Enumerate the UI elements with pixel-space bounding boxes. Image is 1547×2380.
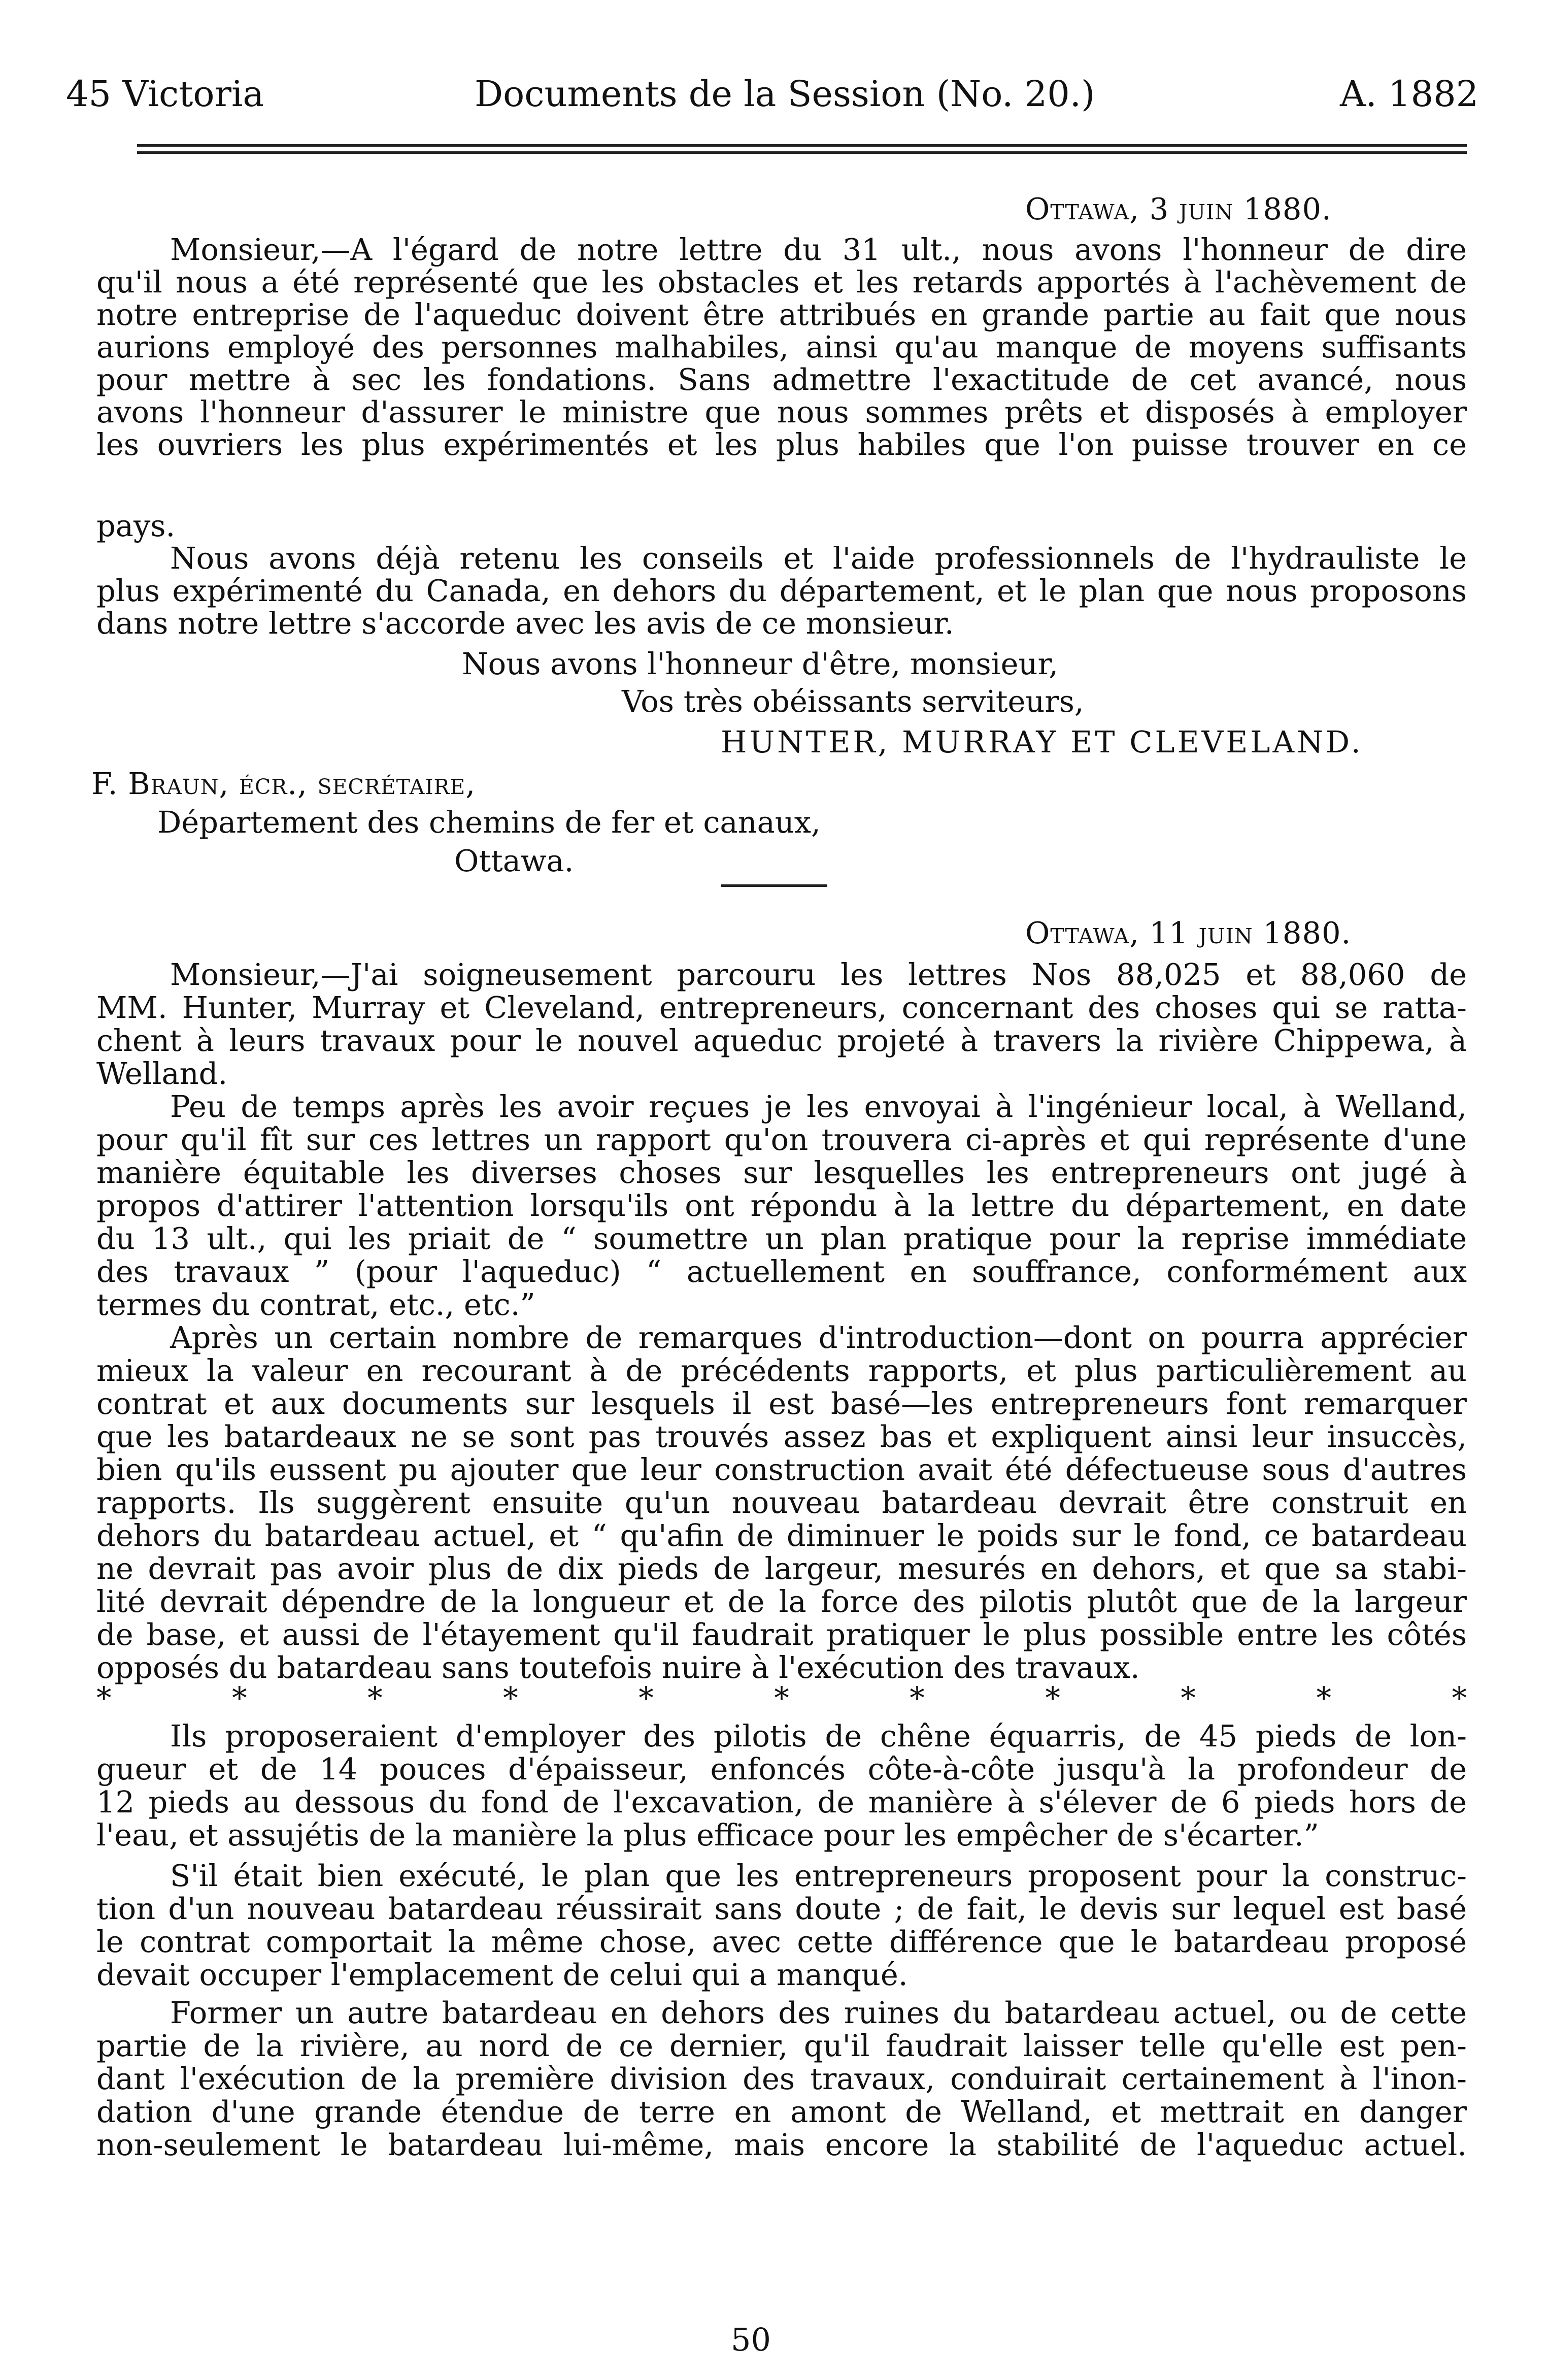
letter1-addressee: F. Braun, écr., secrétaire, xyxy=(91,766,476,801)
letter2-line: tion d'un nouveau batardeau réussirait sans doute ; de fait, le devis sur lequel est basé xyxy=(96,1891,1467,1926)
letter1-addressee: Ottawa. xyxy=(454,843,574,878)
letter2-line: des travaux ” (pour l'aqueduc) “ actuellement en souffrance, conformément aux xyxy=(96,1254,1467,1289)
letter2-line: rapports. Ils suggèrent ensuite qu'un nouveau batardeau devrait être construit en xyxy=(96,1485,1467,1520)
header-rule-top xyxy=(137,144,1467,147)
letter1-addressee: Département des chemins de fer et canaux, xyxy=(157,805,821,840)
letter1-date: Ottawa, 3 juin 1880. xyxy=(1025,191,1332,226)
letter1-closing: Vos très obéissants serviteurs, xyxy=(622,684,1084,719)
letter1-line: pays. xyxy=(96,508,176,543)
letter1-closing: Nous avons l'honneur d'être, monsieur, xyxy=(462,646,1058,681)
letter2-line: Welland. xyxy=(96,1056,228,1091)
letter2-line: l'eau, et assujétis de la manière la plus efficace pour les empêcher de s'écarter.” xyxy=(96,1817,1319,1853)
letter2-line: dehors du batardeau actuel, et “ qu'afin de diminuer le poids sur le fond, ce batardeau xyxy=(96,1518,1467,1553)
letter2-line: dation d'une grande étendue de terre en amont de Welland, et mettrait en danger xyxy=(96,2094,1467,2129)
letter1-line: aurions employé des personnes malhabiles, ainsi qu'au manque de moyens suffisants xyxy=(96,329,1467,365)
letter2-line: Après un certain nombre de remarques d'introduction—dont on pourra apprécier xyxy=(170,1320,1467,1355)
letter2-line: Former un autre batardeau en dehors des ruines du batardeau actuel, ou de cette xyxy=(170,1995,1467,2030)
letter2-line: Monsieur,—J'ai soigneusement parcouru les lettres Nos 88,025 et 88,060 de xyxy=(170,957,1467,992)
letter1-line: pour mettre à sec les fondations. Sans admettre l'exactitude de cet avancé, nous xyxy=(96,362,1467,397)
header-left: 45 Victoria xyxy=(66,73,264,115)
letter2-line: lité devrait dépendre de la longueur et de la force des pilotis plutôt que de la largeur xyxy=(96,1584,1467,1619)
letter2-line: termes du contrat, etc., etc.” xyxy=(96,1287,535,1322)
letter1-line: les ouvriers les plus expérimentés et les plus habiles que l'on puisse trouver en ce xyxy=(96,427,1467,462)
header-rule-bottom xyxy=(137,151,1467,154)
letter2-line: chent à leurs travaux pour le nouvel aqueduc projeté à travers la rivière Chippewa, à xyxy=(96,1023,1467,1058)
letter2-line: Peu de temps après les avoir reçues je les envoyai à l'ingénieur local, à Welland, xyxy=(170,1089,1467,1124)
page-number: 50 xyxy=(731,2321,771,2358)
letter2-line: gueur et de 14 pouces d'épaisseur, enfoncés côte-à-côte jusqu'à la profondeur de xyxy=(96,1751,1467,1787)
letter2-line: du 13 ult., qui les priait de “ soumettre un plan pratique pour la reprise immédiate xyxy=(96,1221,1467,1256)
letter2-line: partie de la rivière, au nord de ce dernier, qu'il faudrait laisser telle qu'elle est pen- xyxy=(96,2028,1467,2063)
letter2-line: bien qu'ils eussent pu ajouter que leur construction avait été défectueuse sous d'autres xyxy=(96,1452,1467,1487)
letter2-line: manière équitable les diverses choses sur lesquelles les entrepreneurs ont jugé à xyxy=(96,1155,1467,1190)
letter2-line: mieux la valeur en recourant à de précédents rapports, et plus particulièrement au xyxy=(96,1353,1467,1388)
letter2-line: contrat et aux documents sur lesquels il est basé—les entrepreneurs font remarquer xyxy=(96,1386,1467,1421)
letter2-line: de base, et aussi de l'étayement qu'il faudrait pratiquer le plus possible entre les côtés xyxy=(96,1617,1467,1652)
letter1-line: notre entreprise de l'aqueduc doivent être attribués en grande partie au fait que nous xyxy=(96,297,1467,332)
letter1-line: qu'il nous a été représenté que les obstacles et les retards apportés à l'achèvement de xyxy=(96,265,1467,300)
letter2-date: Ottawa, 11 juin 1880. xyxy=(1025,915,1352,950)
letter2-line: S'il était bien exécuté, le plan que les entrepreneurs proposent pour la construc- xyxy=(170,1858,1467,1893)
letter2-line: Ils proposeraient d'employer des pilotis de chêne équarris, de 45 pieds de lon- xyxy=(170,1718,1467,1754)
section-separator xyxy=(721,884,827,887)
letter2-line: devait occuper l'emplacement de celui qui a manqué. xyxy=(96,1957,908,1992)
header-center: Documents de la Session (No. 20.) xyxy=(475,73,1095,115)
asterisk-divider: * * * * * * * * * * * xyxy=(96,1680,1467,1715)
letter2-line: dant l'exécution de la première division des travaux, conduirait certainement à l'inon- xyxy=(96,2061,1467,2096)
letter2-line: ne devrait pas avoir plus de dix pieds de largeur, mesurés en dehors, et que sa stabi- xyxy=(96,1551,1467,1586)
letter2-line: propos d'attirer l'attention lorsqu'ils ont répondu à la lettre du département, en date xyxy=(96,1188,1467,1223)
letter1-line: Nous avons déjà retenu les conseils et l'aide professionnels de l'hydrauliste le xyxy=(170,541,1467,576)
letter1-line: plus expérimenté du Canada, en dehors du département, et le plan que nous proposons xyxy=(96,573,1467,608)
letter1-line: avons l'honneur d'assurer le ministre que nous sommes prêts et disposés à employer xyxy=(96,394,1467,429)
letter2-line: MM. Hunter, Murray et Cleveland, entrepreneurs, concernant des choses qui se ratta- xyxy=(96,990,1467,1025)
letter2-line: 12 pieds au dessous du fond de l'excavation, de manière à s'élever de 6 pieds hors de xyxy=(96,1784,1467,1820)
letter1-line: Monsieur,—A l'égard de notre lettre du 31 ult., nous avons l'honneur de dire xyxy=(170,232,1467,267)
letter2-line: pour qu'il fît sur ces lettres un rapport qu'on trouvera ci-après et qui représente d'une xyxy=(96,1122,1467,1157)
letter2-line: opposés du batardeau sans toutefois nuire à l'exécution des travaux. xyxy=(96,1650,1140,1685)
letter2-line: non-seulement le batardeau lui-même, mais encore la stabilité de l'aqueduc actuel. xyxy=(96,2127,1467,2162)
letter1-signature: HUNTER, MURRAY ET CLEVELAND. xyxy=(721,724,1363,759)
letter1-line: dans notre lettre s'accorde avec les avis de ce monsieur. xyxy=(96,606,954,641)
letter2-line: que les batardeaux ne se sont pas trouvés assez bas et expliquent ainsi leur insuccès, xyxy=(96,1419,1467,1454)
letter2-line: le contrat comportait la même chose, avec cette différence que le batardeau proposé xyxy=(96,1924,1467,1959)
header-right: A. 1882 xyxy=(1340,73,1479,115)
